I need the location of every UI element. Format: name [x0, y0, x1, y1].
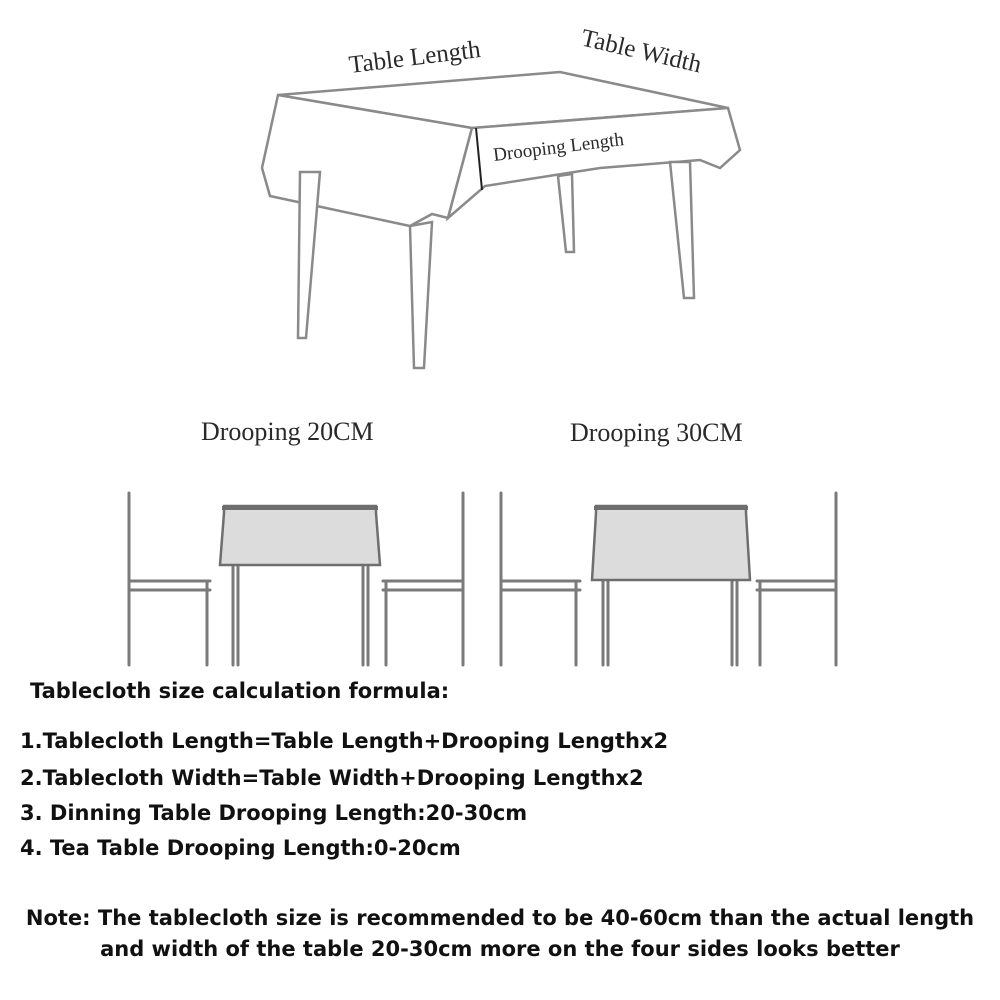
right-chair-1 [501, 493, 580, 665]
drooping-30cm-caption: Drooping 30CM [570, 418, 743, 447]
right-chair-2 [757, 493, 836, 665]
formula-line-4: 4. Tea Table Drooping Length:0-20cm [20, 836, 461, 860]
table-perspective-illustration [0, 0, 1000, 400]
right-tablecloth [592, 506, 750, 580]
note-line-2: and width of the table 20-30cm more on the four sides looks better [100, 937, 900, 961]
note-text [0, 903, 1000, 965]
formula-line-3: 3. Dinning Table Drooping Length:20-30cm [20, 801, 528, 825]
formula-line-1: 1.Tablecloth Length=Table Length+Drooping Lengthx2 [20, 729, 669, 753]
side-view-illustrations [0, 400, 1000, 675]
formula-line-2: 2.Tablecloth Width=Table Width+Drooping Lengthx2 [20, 766, 644, 790]
left-chair-1 [129, 493, 210, 665]
note-line-1: Note: The tablecloth size is recommended to be 40-60cm than the actual length [25, 906, 975, 930]
left-tablecloth [220, 506, 380, 565]
drooping-20cm-caption: Drooping 20CM [201, 417, 374, 446]
table-width-label: Table Width [578, 24, 705, 79]
table-length-label: Table Length [347, 36, 482, 79]
formula-title: Tablecloth size calculation formula: [30, 679, 450, 703]
right-table-legs [603, 580, 737, 665]
drooping-length-label: Drooping Length [492, 129, 626, 166]
left-table-legs [233, 560, 368, 665]
left-chair-2 [383, 493, 463, 665]
